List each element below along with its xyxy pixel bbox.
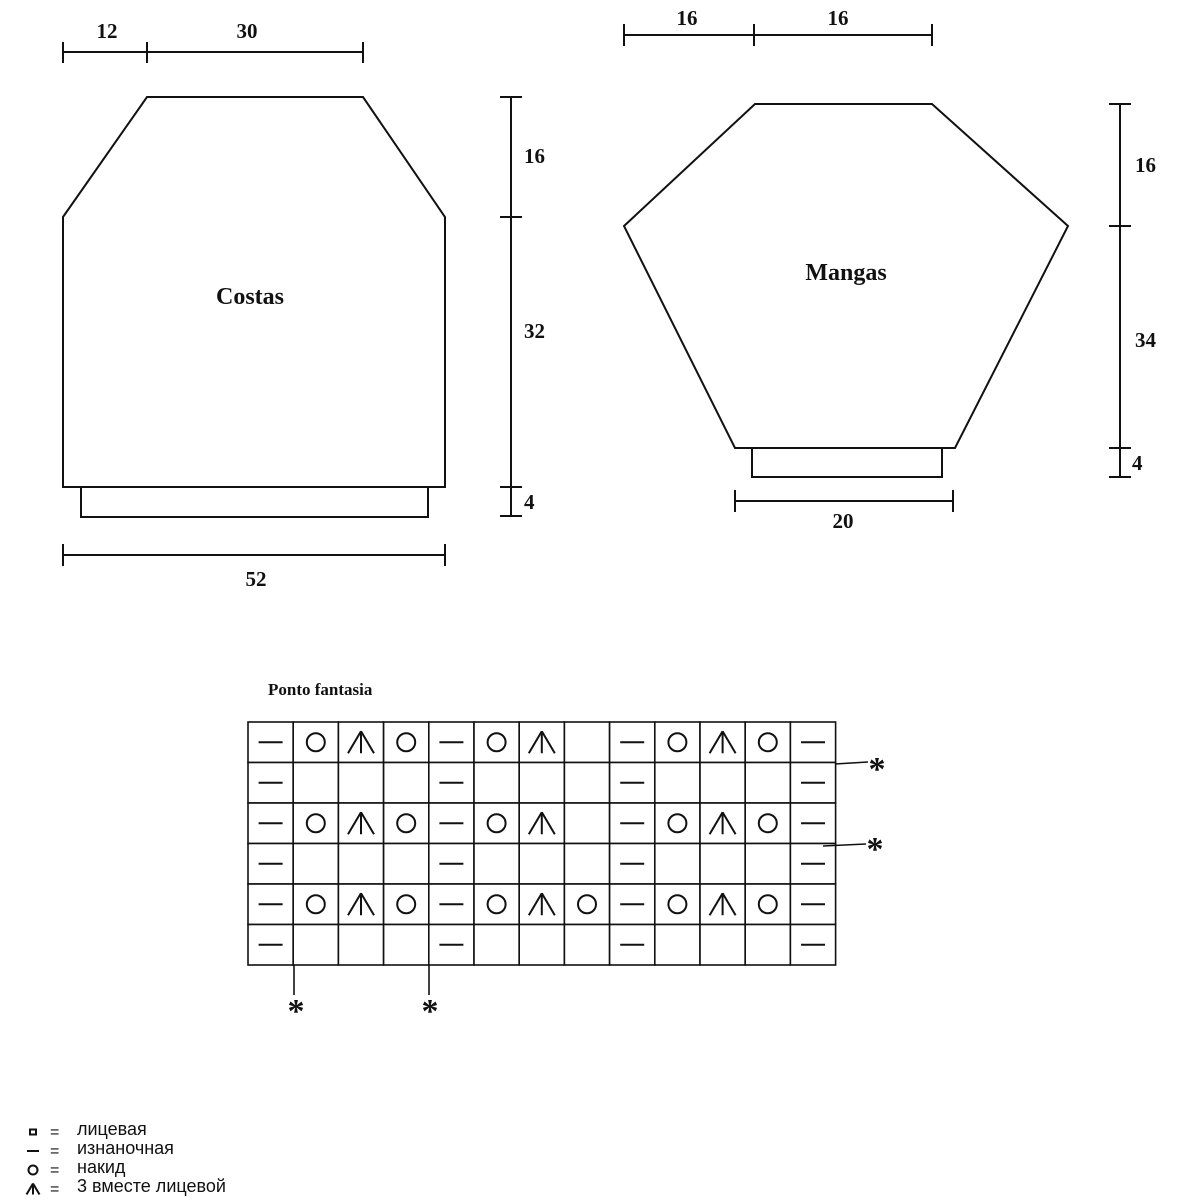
chart-cell [790,763,835,804]
chart-cell [564,844,609,885]
sleeve-height-dimension [1109,104,1157,477]
chart-cell [655,844,700,885]
chart-cell [655,884,700,925]
chart-cell [700,803,745,844]
chart-cell [610,925,655,966]
chart-cell [429,844,474,885]
repeat-marker-bottom-2: * [421,993,439,1030]
chart-cell [519,844,564,885]
chart-cell [338,884,383,925]
legend-equals: = [50,1124,60,1141]
chart-cell [745,722,790,763]
stitch-chart-grid [248,722,836,965]
chart-cell [700,884,745,925]
repeat-marker-bottom-1: * [287,993,305,1030]
back-width-dimension [63,544,445,591]
legend-text: 3 вместе лицевой [77,1176,226,1196]
chart-cell [429,925,474,966]
chart-cell [519,722,564,763]
chart-cell [248,763,293,804]
chart-cell [564,925,609,966]
chart-cell [429,884,474,925]
chart-cell [790,884,835,925]
chart-cell [700,844,745,885]
chart-cell [610,884,655,925]
chart-cell [384,763,429,804]
back-piece-label: Costas [215,284,285,310]
back-width-dim: 52 [245,567,267,591]
chart-cell [700,763,745,804]
chart-cell [564,722,609,763]
chart-cell [745,763,790,804]
sleeve-upper-dim: 16 [1135,153,1156,177]
chart-cell [790,925,835,966]
legend-item [27,1176,226,1198]
chart-cell [519,925,564,966]
back-upper-dim: 16 [524,144,545,168]
chart-cell [293,884,338,925]
chart-cell [519,884,564,925]
chart-cell [610,844,655,885]
chart-cell [745,803,790,844]
chart-cell [429,722,474,763]
back-rib-band [81,487,428,517]
chart-cell [474,722,519,763]
sleeve-piece-label: Mangas [805,260,887,286]
chart-cell [338,722,383,763]
chart-cell [745,844,790,885]
chart-cell [248,884,293,925]
back-height-dimension [500,97,545,516]
chart-cell [745,884,790,925]
chart-cell [700,925,745,966]
back-piece [63,19,545,591]
chart-cell [248,925,293,966]
chart-cell [384,884,429,925]
chart-cell [519,803,564,844]
chart-cell [338,925,383,966]
chart-cell [610,722,655,763]
repeat-marker-right-2: * [866,831,884,868]
chart-cell [338,803,383,844]
chart-cell [655,722,700,763]
chart-cell [655,925,700,966]
chart-cell [384,803,429,844]
chart-cell [474,844,519,885]
back-rib-dim: 4 [524,490,535,514]
chart-cell [474,925,519,966]
sleeve-cuff-dim: 20 [832,509,854,533]
legend-text: лицевая [77,1119,147,1139]
chart-cell [293,763,338,804]
legend-text: накид [77,1157,126,1177]
sleeve-top-right-dim: 16 [827,6,849,30]
k3tog-symbol [27,1184,40,1195]
chart-cell [338,763,383,804]
chart-cell [429,763,474,804]
chart-cell [293,803,338,844]
legend-text: изнаночная [77,1138,174,1158]
chart-cell [610,763,655,804]
sleeve-top-left-dim: 16 [676,6,698,30]
chart-cell [790,803,835,844]
chart-cell [474,763,519,804]
chart-cell [564,884,609,925]
chart-cell [745,925,790,966]
chart-cell [248,722,293,763]
chart-cell [564,763,609,804]
chart-cell [700,722,745,763]
chart-cell [474,884,519,925]
chart-cell [610,803,655,844]
chart-cell [384,722,429,763]
chart-cell [338,844,383,885]
legend-equals: = [50,1181,60,1198]
back-neck-dim: 30 [236,19,258,43]
stitch-legend [27,1119,226,1198]
repeat-marker-right-1: * [868,751,886,788]
sleeve-top-dimension [624,6,932,46]
chart-title: Ponto fantasia [268,680,373,699]
legend-equals: = [50,1143,60,1160]
chart-cell [655,763,700,804]
chart-cell [790,722,835,763]
back-body-dim: 32 [524,319,545,343]
sleeve-body-dim: 34 [1135,328,1156,352]
yarn-over-symbol [29,1166,38,1175]
chart-cell [474,803,519,844]
chart-cell [655,803,700,844]
sleeve-cuff-dimension [735,490,953,533]
chart-cell [293,722,338,763]
sleeve-rib-dim: 4 [1132,451,1143,475]
sleeve-rib-band [752,448,942,477]
chart-cell [790,844,835,885]
knit-symbol [30,1130,36,1135]
back-shoulder-dim: 12 [96,19,118,43]
chart-cell [248,803,293,844]
sleeve-piece [624,6,1157,533]
chart-cell [293,925,338,966]
chart-cell [248,844,293,885]
back-top-dimension [63,19,363,63]
chart-cell [429,803,474,844]
chart-cell [519,763,564,804]
chart-cell [384,844,429,885]
legend-equals: = [50,1162,60,1179]
chart-cell [564,803,609,844]
chart-cell [384,925,429,966]
chart-cell [293,844,338,885]
